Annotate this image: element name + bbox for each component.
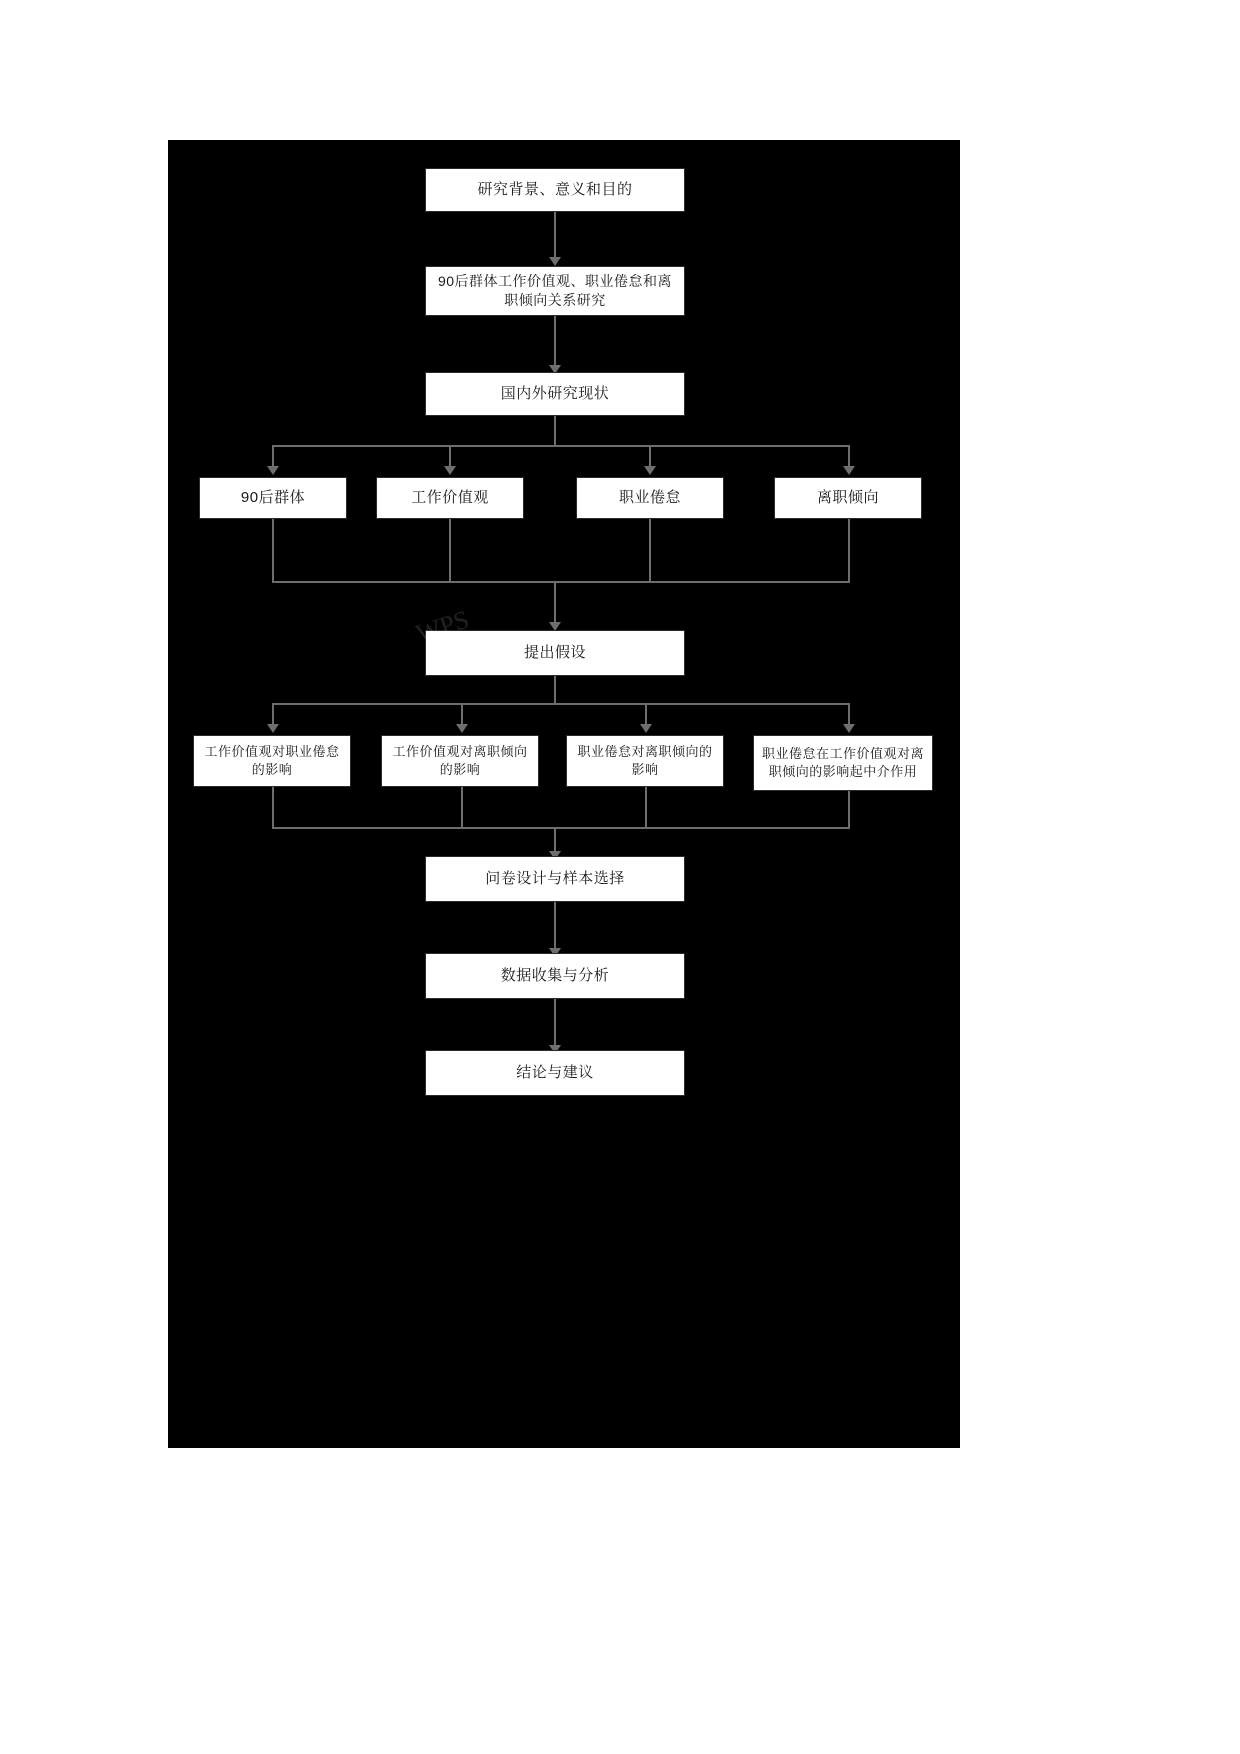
flow-node-questionnaire-design[interactable] [425, 856, 685, 902]
watermark-primary: WPS [412, 604, 473, 649]
flow-node-label: 职业倦怠在工作价值观对离职倾向的影响起中介作用 [761, 746, 924, 779]
connector-n14-n15 [554, 999, 556, 1049]
flow-node-research-background[interactable] [425, 168, 685, 212]
flow-node-post90-group[interactable] [199, 477, 347, 519]
flow-node-conclusion[interactable] [425, 1050, 685, 1096]
arrow-branch-2 [444, 466, 456, 475]
flow-node-turnover-intention[interactable] [774, 477, 922, 519]
flow-node-label: 90后群体 [240, 488, 306, 506]
connector-hyp-3-up [645, 787, 647, 829]
flow-node-label: 90后群体工作价值观、职业倦怠和离职倾向关系研究 [437, 273, 673, 308]
flow-node-label: 国内外研究现状 [500, 384, 610, 402]
connector-bus-hyp-top [272, 703, 850, 705]
flow-node-job-burnout[interactable] [576, 477, 724, 519]
arrow-branch-3 [644, 466, 656, 475]
flow-node-label: 工作价值观 [411, 488, 489, 506]
flow-node-data-analysis[interactable] [425, 953, 685, 999]
flow-node-work-values[interactable] [376, 477, 524, 519]
connector-branch-1-up [272, 519, 274, 583]
flow-node-hypothesis-values-burnout[interactable] [193, 735, 351, 787]
connector-hyp-1-up [272, 787, 274, 829]
flow-node-label: 研究背景、意义和目的 [477, 180, 633, 198]
flow-node-topic[interactable] [425, 266, 685, 316]
connector-n13-n14 [554, 902, 556, 952]
connector-n3-bus [554, 416, 556, 446]
flow-node-hypothesis-values-turnover[interactable] [381, 735, 539, 787]
flow-node-hypotheses[interactable] [425, 630, 685, 676]
flow-node-label: 提出假设 [523, 643, 586, 661]
connector-bus-hyp-merge [272, 827, 850, 829]
arrow-n1-n2 [549, 257, 561, 266]
flow-node-label: 结论与建议 [516, 1063, 594, 1081]
arrow-hyp-3 [640, 724, 652, 733]
flow-node-hypothesis-burnout-turnover[interactable] [566, 735, 724, 787]
flow-node-label: 职业倦怠 [618, 488, 681, 506]
connector-n2-n3 [554, 316, 556, 369]
connector-branch-4-up [848, 519, 850, 583]
flow-node-label: 数据收集与分析 [500, 966, 610, 984]
arrow-branch-1 [267, 466, 279, 475]
connector-n8-bus [554, 676, 556, 704]
flow-node-hypothesis-mediation[interactable] [753, 735, 933, 791]
arrow-hyp-2 [456, 724, 468, 733]
arrow-hyp-4 [843, 724, 855, 733]
connector-bus-merge [272, 581, 850, 583]
connector-n1-n2 [554, 212, 556, 261]
flow-node-label: 工作价值观对职业倦怠的影响 [204, 744, 340, 777]
flow-node-label: 问卷设计与样本选择 [485, 869, 625, 887]
flow-node-label: 离职倾向 [816, 488, 879, 506]
connector-hyp-2-up [461, 787, 463, 829]
flow-node-label: 职业倦怠对离职倾向的影响 [577, 744, 713, 777]
flow-node-literature-review[interactable] [425, 372, 685, 416]
connector-bus-top [272, 445, 850, 447]
connector-branch-2-up [449, 519, 451, 583]
connector-hyp-4-up [848, 791, 850, 829]
connector-merge-n8 [554, 581, 556, 626]
arrow-hyp-1 [267, 724, 279, 733]
connector-branch-3-up [649, 519, 651, 583]
arrow-branch-4 [843, 466, 855, 475]
flow-node-label: 工作价值观对离职倾向的影响 [392, 744, 528, 777]
flowchart-canvas [168, 140, 960, 1448]
